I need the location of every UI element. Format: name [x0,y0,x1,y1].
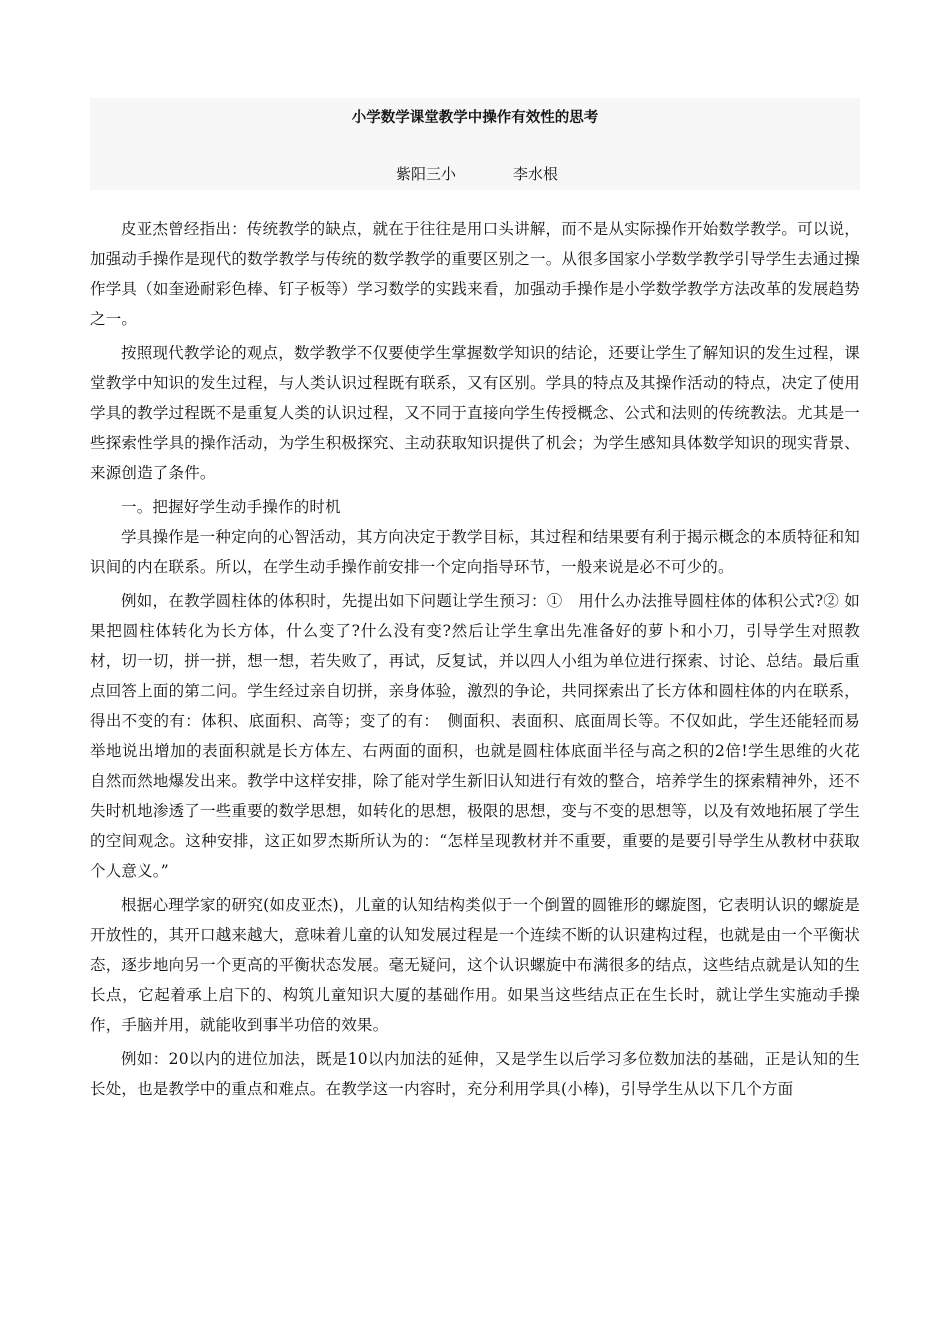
paragraph: 例如：20以内的进位加法，既是10以内加法的延伸，又是学生以后学习多位数加法的基础，正是认知的生长处，也是教学中的重点和难点。在教学这一内容时，充分利用学具(小棒)，引导学生从以下几个方面 [90,1050,860,1098]
school-name: 紫阳三小 [396,165,457,183]
byline [0,163,950,183]
document-title: 小学数学课堂教学中操作有效性的思考 [351,110,599,126]
paragraph: 学具操作是一种定向的心智活动，其方向决定于教学目标，其过程和结果要有利于揭示概念的本质特征和知识间的内在联系。所以，在学生动手操作前安排一个定向指导环节，一般来说是必不可少的。 [90,528,860,576]
author-name: 李水根 [513,165,559,183]
section-heading: 一。把握好学生动手操作的时机 [121,498,341,516]
paragraph: 根据心理学家的研究(如皮亚杰)，儿童的认知结构类似于一个倒置的圆锥形的螺旋图，它表明认识的螺旋是开放性的，其开口越来越大，意味着儿童的认知发展过程是一个连续不断的认识建构过程，也就是由一个平衡状态，逐步地向另一个更高的平衡状态发展。毫无疑问，这个认识螺旋中布满很多的结点，这些结点就是认知的生长点，它起着承上启下的、构筑儿童知识大厦的基础作用。如果当这些结点正在生长时，就让学生实施动手操作，手脑并用，就能收到事半功倍的效果。 [90,896,860,1034]
paragraph: 皮亚杰曾经指出：传统教学的缺点，就在于往往是用口头讲解，而不是从实际操作开始数学教学。可以说，加强动手操作是现代的数学教学与传统的数学教学的重要区别之一。从很多国家小学数学教学引导学生去通过操作学具（如奎逊耐彩色棒、钉子板等）学习数学的实践来看，加强动手操作是小学数学教学方法改革的发展趋势之一。 [90,220,860,328]
paragraph: 按照现代教学论的观点，数学教学不仅要使学生掌握数学知识的结论，还要让学生了解知识的发生过程，课堂教学中知识的发生过程，与人类认识过程既有联系，又有区别。学具的特点及其操作活动的特点，决定了使用学具的教学过程既不是重复人类的认识过程，又不同于直接向学生传授概念、公式和法则的传统教法。尤其是一些探索性学具的操作活动，为学生积极探究、主动获取知识提供了机会；为学生感知具体数学知识的现实背景、来源创造了条件。 [90,344,860,482]
body-text [90,214,860,1104]
paragraph: 例如，在教学圆柱体的体积时，先提出如下问题让学生预习：① 用什么办法推导圆柱体的体积公式?② 如果把圆柱体转化为长方体，什么变了?什么没有变?然后让学生拿出先准备好的萝卜和小刀，引导学生对照教材，切一切，拼一拼，想一想，若失败了，再试，反复试，并以四人小组为单位进行探索、讨论、总结。最后重点回答上面的第二问。学生经过亲自切拼，亲身体验，激烈的争论，共同探索出了长方体和圆柱体的内在联系，得出不变的有：体积、底面积、高等；变了的有： 侧面积、表面积、底面周长等。不仅如此，学生还能轻而易举地说出增加的表面积就是长方体左、右两面的面积，也就是圆柱体底面半径与高之积的2倍!学生思维的火花自然而然地爆发出来。教学中这样安排，除了能对学生新旧认知进行有效的整合，培养学生的探索精神外，还不失时机地渗透了一些重要的数学思想，如转化的思想，极限的思想，变与不变的思想等，以及有效地拓展了学生的空间观念。这种安排，这正如罗杰斯所认为的：“怎样呈现教材并不重要，重要的是要引导学生从教材中获取个人意义。” [90,592,860,880]
